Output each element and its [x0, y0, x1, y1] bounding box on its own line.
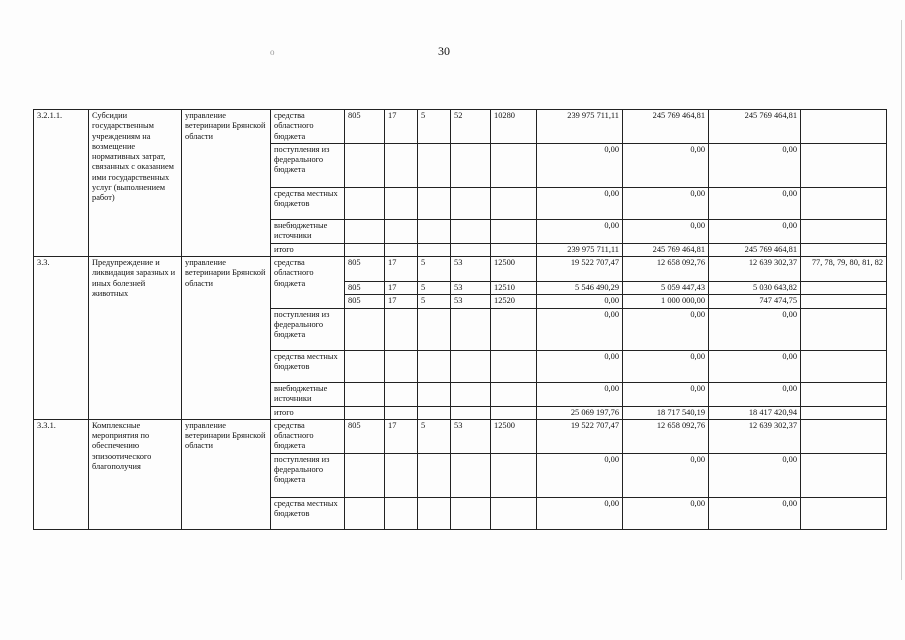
indicator-ref-cell: [801, 382, 887, 406]
kbk-vr-cell: [491, 308, 537, 350]
scan-edge-line: [901, 20, 902, 580]
indicator-ref-cell: [801, 497, 887, 529]
scan-speck: о: [270, 47, 275, 57]
table-row: [34, 110, 887, 144]
value-year1-cell: 25 069 197,76: [537, 406, 623, 419]
kbk-gr-cell: [345, 243, 385, 256]
kbk-rz-cell: 17: [385, 257, 418, 282]
kbk-pr-cell: [418, 187, 451, 219]
funding-source-cell: средства областного бюджета: [271, 257, 345, 309]
value-year1-cell: 5 546 490,29: [537, 282, 623, 295]
funding-source-cell: поступления из федерального бюджета: [271, 143, 345, 187]
value-year2-cell: 0,00: [623, 187, 709, 219]
table-row: [34, 419, 887, 453]
value-year3-cell: 0,00: [709, 143, 801, 187]
kbk-rz-cell: 17: [385, 110, 418, 144]
kbk-rz-cell: [385, 308, 418, 350]
kbk-csr-cell: [451, 382, 491, 406]
kbk-csr-cell: [451, 308, 491, 350]
kbk-rz-cell: [385, 219, 418, 243]
kbk-vr-cell: [491, 382, 537, 406]
kbk-gr-cell: [345, 497, 385, 529]
value-year1-cell: 0,00: [537, 382, 623, 406]
kbk-vr-cell: 12520: [491, 295, 537, 308]
kbk-gr-cell: [345, 219, 385, 243]
value-year2-cell: 0,00: [623, 219, 709, 243]
indicator-ref-cell: [801, 406, 887, 419]
value-year3-cell: 18 417 420,94: [709, 406, 801, 419]
indicator-ref-cell: [801, 110, 887, 144]
value-year1-cell: 239 975 711,11: [537, 110, 623, 144]
kbk-csr-cell: [451, 453, 491, 497]
value-year2-cell: 5 059 447,43: [623, 282, 709, 295]
kbk-csr-cell: [451, 406, 491, 419]
kbk-csr-cell: [451, 350, 491, 382]
funding-source-cell: средства местных бюджетов: [271, 497, 345, 529]
kbk-vr-cell: [491, 243, 537, 256]
value-year1-cell: 0,00: [537, 219, 623, 243]
kbk-csr-cell: 53: [451, 282, 491, 295]
kbk-gr-cell: [345, 308, 385, 350]
value-year3-cell: 0,00: [709, 453, 801, 497]
funding-source-cell: поступления из федерального бюджета: [271, 308, 345, 350]
value-year3-cell: 5 030 643,82: [709, 282, 801, 295]
value-year1-cell: 0,00: [537, 308, 623, 350]
kbk-gr-cell: 805: [345, 282, 385, 295]
kbk-gr-cell: 805: [345, 419, 385, 453]
value-year1-cell: 0,00: [537, 295, 623, 308]
item-number-cell: 3.3.1.: [34, 419, 89, 529]
value-year1-cell: 239 975 711,11: [537, 243, 623, 256]
value-year3-cell: 12 639 302,37: [709, 419, 801, 453]
kbk-csr-cell: 52: [451, 110, 491, 144]
funding-source-cell: средства местных бюджетов: [271, 187, 345, 219]
kbk-pr-cell: 5: [418, 419, 451, 453]
kbk-csr-cell: [451, 219, 491, 243]
value-year2-cell: 245 769 464,81: [623, 243, 709, 256]
kbk-gr-cell: [345, 406, 385, 419]
executor-cell: управление ветеринарии Брянской области: [182, 110, 271, 257]
value-year2-cell: 0,00: [623, 143, 709, 187]
item-name-cell: Предупреждение и ликвидация заразных и иных болезней животных: [89, 257, 182, 420]
value-year3-cell: 12 639 302,37: [709, 257, 801, 282]
kbk-rz-cell: [385, 143, 418, 187]
kbk-pr-cell: [418, 243, 451, 256]
kbk-vr-cell: 10280: [491, 110, 537, 144]
indicator-ref-cell: [801, 282, 887, 295]
kbk-rz-cell: 17: [385, 282, 418, 295]
kbk-gr-cell: 805: [345, 257, 385, 282]
funding-source-cell: средства областного бюджета: [271, 110, 345, 144]
table-body: [34, 110, 887, 530]
value-year1-cell: 0,00: [537, 497, 623, 529]
funding-source-cell: средства местных бюджетов: [271, 350, 345, 382]
kbk-vr-cell: [491, 143, 537, 187]
funding-source-cell: итого: [271, 406, 345, 419]
kbk-gr-cell: [345, 382, 385, 406]
funding-source-cell: поступления из федерального бюджета: [271, 453, 345, 497]
kbk-pr-cell: [418, 308, 451, 350]
funding-source-cell: внебюджетные источники: [271, 219, 345, 243]
kbk-csr-cell: 53: [451, 295, 491, 308]
kbk-rz-cell: [385, 406, 418, 419]
kbk-gr-cell: [345, 453, 385, 497]
kbk-vr-cell: [491, 497, 537, 529]
kbk-vr-cell: 12500: [491, 419, 537, 453]
value-year2-cell: 0,00: [623, 382, 709, 406]
kbk-pr-cell: 5: [418, 257, 451, 282]
kbk-pr-cell: [418, 143, 451, 187]
value-year1-cell: 0,00: [537, 350, 623, 382]
indicator-ref-cell: [801, 419, 887, 453]
value-year3-cell: 0,00: [709, 382, 801, 406]
kbk-csr-cell: [451, 497, 491, 529]
kbk-rz-cell: [385, 350, 418, 382]
kbk-pr-cell: 5: [418, 282, 451, 295]
value-year2-cell: 12 658 092,76: [623, 419, 709, 453]
value-year3-cell: 0,00: [709, 497, 801, 529]
value-year2-cell: 245 769 464,81: [623, 110, 709, 144]
value-year3-cell: 747 474,75: [709, 295, 801, 308]
kbk-vr-cell: [491, 406, 537, 419]
table-row: [34, 257, 887, 282]
value-year2-cell: 0,00: [623, 453, 709, 497]
value-year1-cell: 0,00: [537, 453, 623, 497]
indicator-ref-cell: [801, 219, 887, 243]
kbk-pr-cell: [418, 453, 451, 497]
kbk-pr-cell: [418, 350, 451, 382]
value-year3-cell: 245 769 464,81: [709, 243, 801, 256]
value-year2-cell: 0,00: [623, 308, 709, 350]
kbk-csr-cell: [451, 143, 491, 187]
kbk-pr-cell: [418, 382, 451, 406]
item-name-cell: Комплексные мероприятия по обеспечению эпизоотического благополучия: [89, 419, 182, 529]
kbk-csr-cell: [451, 187, 491, 219]
kbk-rz-cell: 17: [385, 295, 418, 308]
kbk-rz-cell: [385, 453, 418, 497]
kbk-csr-cell: [451, 243, 491, 256]
executor-cell: управление ветеринарии Брянской области: [182, 419, 271, 529]
value-year2-cell: 0,00: [623, 497, 709, 529]
kbk-rz-cell: [385, 382, 418, 406]
value-year3-cell: 0,00: [709, 350, 801, 382]
kbk-csr-cell: 53: [451, 419, 491, 453]
kbk-vr-cell: [491, 187, 537, 219]
value-year1-cell: 0,00: [537, 143, 623, 187]
value-year1-cell: 19 522 707,47: [537, 257, 623, 282]
kbk-pr-cell: [418, 406, 451, 419]
value-year2-cell: 18 717 540,19: [623, 406, 709, 419]
executor-cell: управление ветеринарии Брянской области: [182, 257, 271, 420]
kbk-gr-cell: [345, 350, 385, 382]
kbk-gr-cell: 805: [345, 295, 385, 308]
funding-source-cell: средства областного бюджета: [271, 419, 345, 453]
value-year3-cell: 245 769 464,81: [709, 110, 801, 144]
kbk-rz-cell: [385, 497, 418, 529]
indicator-ref-cell: [801, 295, 887, 308]
kbk-pr-cell: [418, 497, 451, 529]
item-number-cell: 3.3.: [34, 257, 89, 420]
item-number-cell: 3.2.1.1.: [34, 110, 89, 257]
indicator-ref-cell: [801, 143, 887, 187]
kbk-gr-cell: 805: [345, 110, 385, 144]
kbk-pr-cell: [418, 219, 451, 243]
budget-table: [33, 109, 887, 530]
indicator-ref-cell: [801, 308, 887, 350]
value-year2-cell: 1 000 000,00: [623, 295, 709, 308]
value-year3-cell: 0,00: [709, 187, 801, 219]
value-year3-cell: 0,00: [709, 308, 801, 350]
kbk-vr-cell: 12500: [491, 257, 537, 282]
kbk-rz-cell: 17: [385, 419, 418, 453]
value-year2-cell: 0,00: [623, 350, 709, 382]
kbk-gr-cell: [345, 143, 385, 187]
funding-source-cell: внебюджетные источники: [271, 382, 345, 406]
kbk-vr-cell: [491, 453, 537, 497]
funding-source-cell: итого: [271, 243, 345, 256]
indicator-ref-cell: [801, 350, 887, 382]
kbk-gr-cell: [345, 187, 385, 219]
kbk-pr-cell: 5: [418, 110, 451, 144]
indicator-ref-cell: [801, 243, 887, 256]
indicator-ref-cell: [801, 187, 887, 219]
value-year1-cell: 19 522 707,47: [537, 419, 623, 453]
value-year3-cell: 0,00: [709, 219, 801, 243]
kbk-rz-cell: [385, 187, 418, 219]
kbk-csr-cell: 53: [451, 257, 491, 282]
kbk-vr-cell: 12510: [491, 282, 537, 295]
kbk-rz-cell: [385, 243, 418, 256]
kbk-pr-cell: 5: [418, 295, 451, 308]
indicator-ref-cell: [801, 453, 887, 497]
value-year2-cell: 12 658 092,76: [623, 257, 709, 282]
page-number: 30: [438, 44, 450, 58]
kbk-vr-cell: [491, 350, 537, 382]
indicator-ref-cell: 77, 78, 79, 80, 81, 82: [801, 257, 887, 282]
value-year1-cell: 0,00: [537, 187, 623, 219]
item-name-cell: Субсидии государственным учреждениям на возмещение нормативных затрат, связанных с оказанием ими государственных услуг (выполнением работ): [89, 110, 182, 257]
kbk-vr-cell: [491, 219, 537, 243]
